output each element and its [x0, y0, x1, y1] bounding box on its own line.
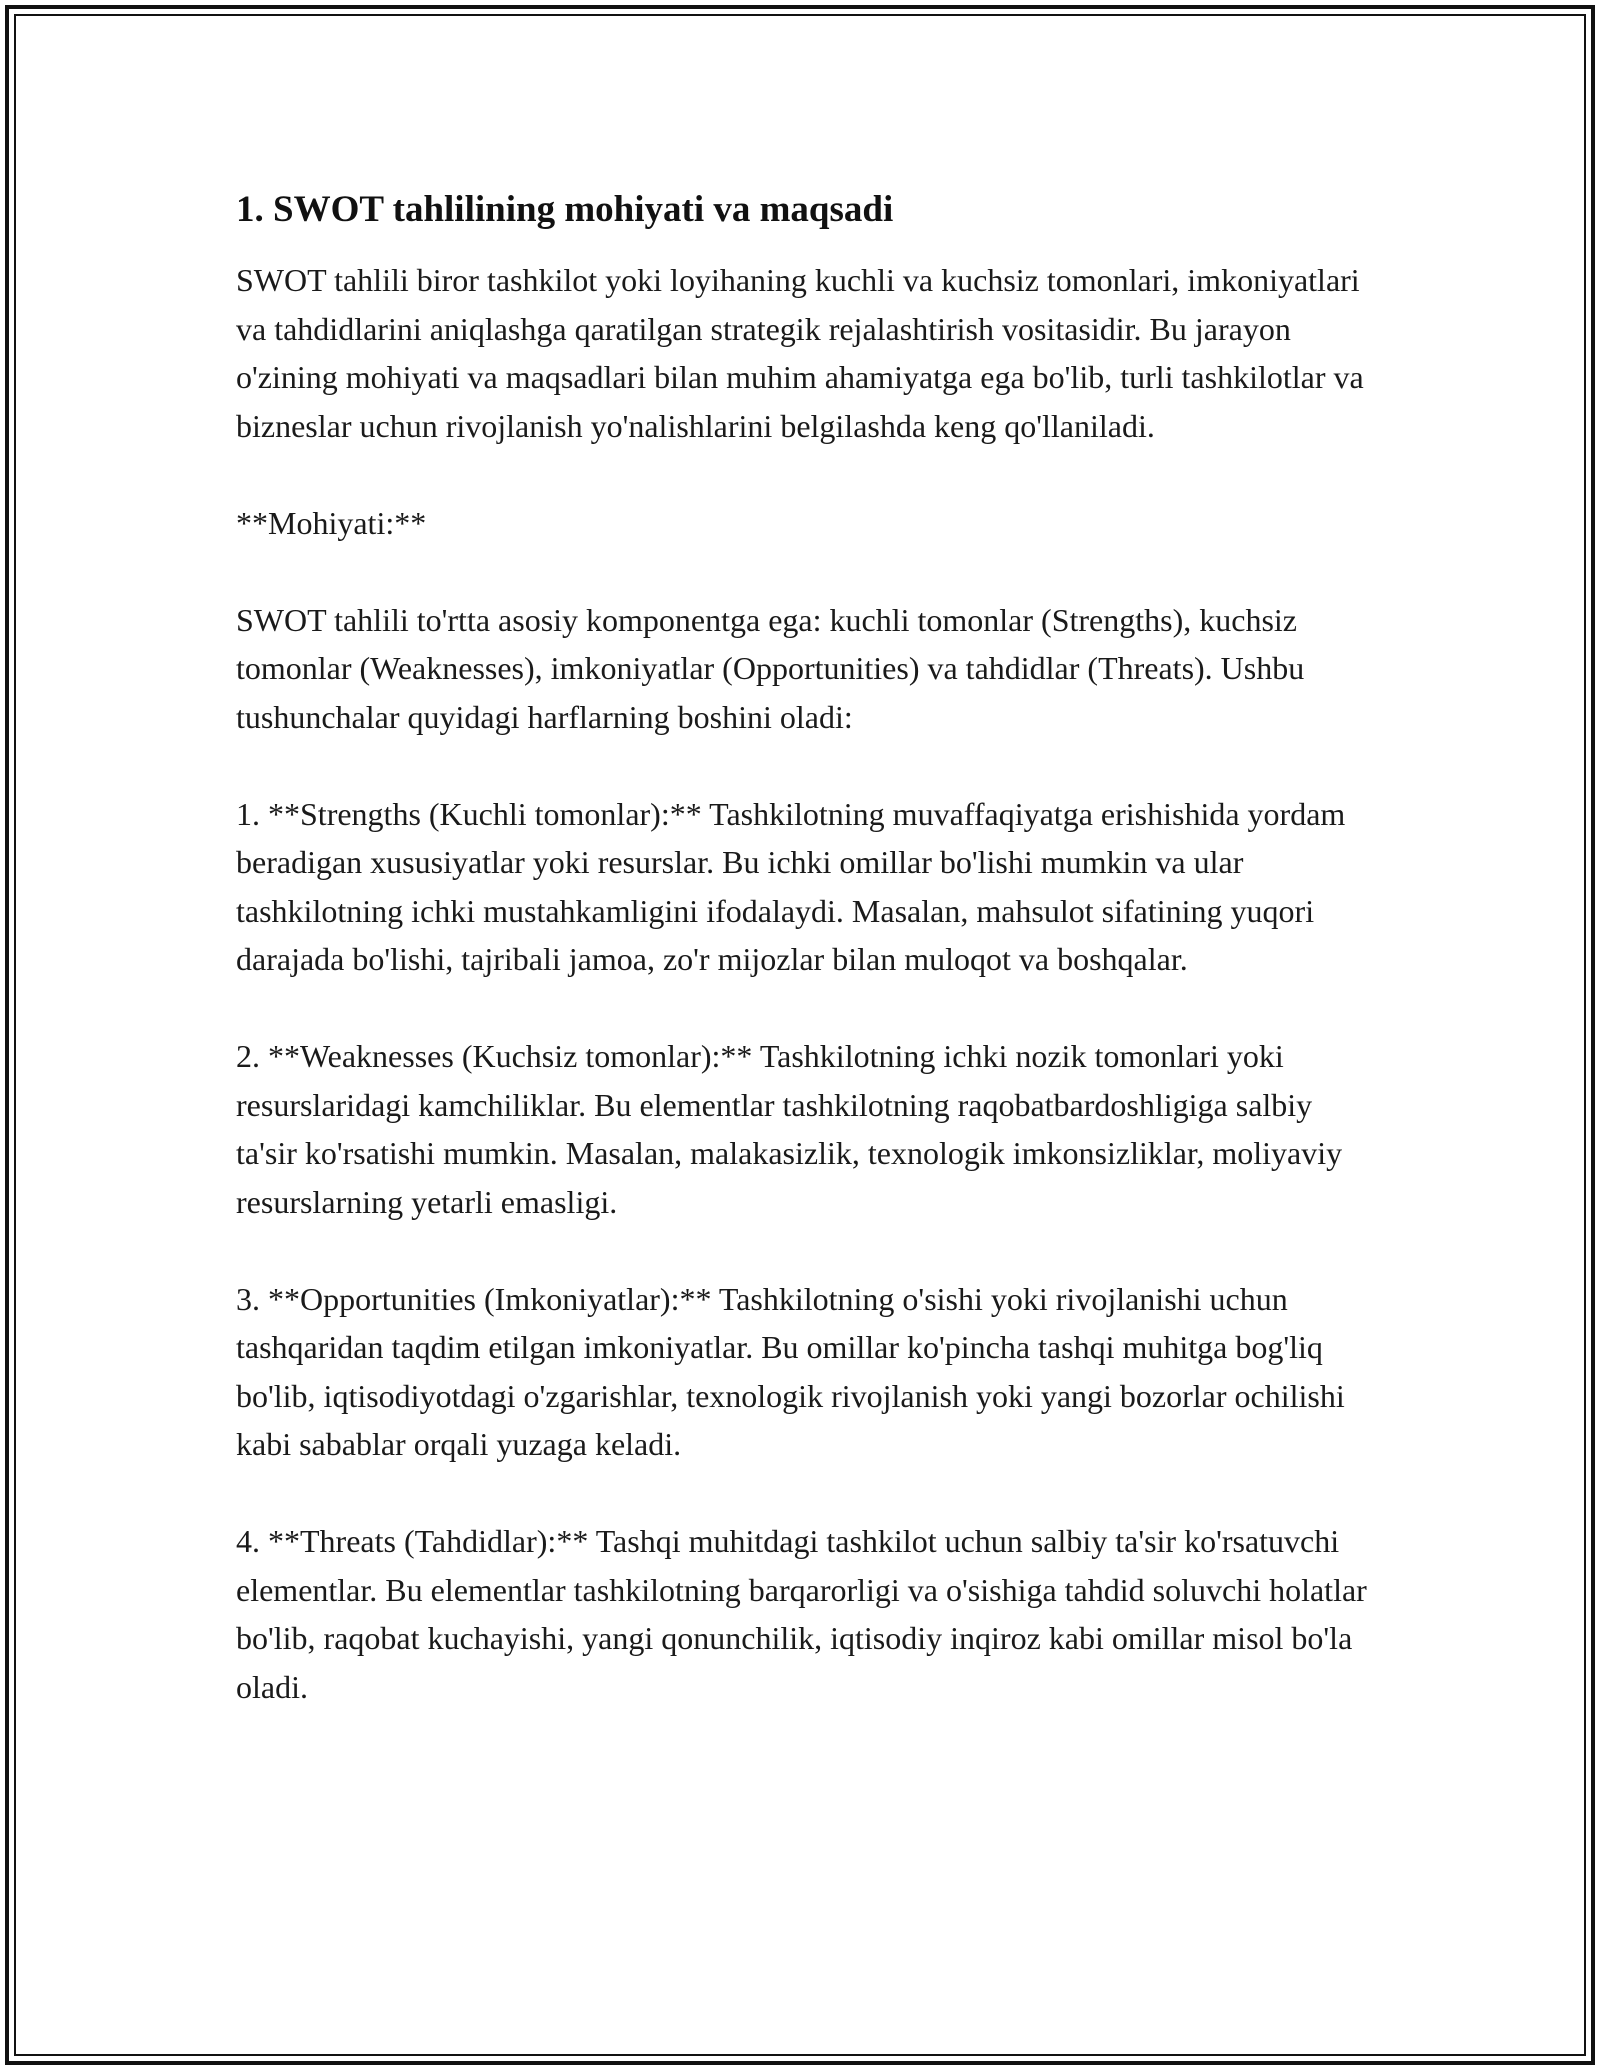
paragraph-opportunities: 3. **Opportunities (Imkoniyatlar):** Tashkilotning o'sishi yoki rivojlanishi uchun tashqaridan taqdim etilgan imkoniyatlar. Bu omillar ko'pincha tashqi muhitga bog'liq bo'lib, iqtisodiyotdagi o'zgarishlar, texnologik rivojlanish yoki yangi bozorlar ochilishi kabi sabablar orqali yuzaga keladi.: [236, 1280, 1345, 1462]
document-body: [236, 186, 1376, 1760]
paragraph-intro: SWOT tahlili biror tashkilot yoki loyihaning kuchli va kuchsiz tomonlari, imkoniyatlari va tahdidlarini aniqlashga qaratilgan strategik rejalashtirish vositasidir. Bu jarayon o'zining mohiyati va maqsadlari bilan muhim ahamiyatga ega bo'lib, turli tashkilotlar va bizneslar uchun rivojlanish yo'nalishlarini belgilashda keng qo'llaniladi.: [236, 262, 1364, 444]
paragraph-threats: 4. **Threats (Tahdidlar):** Tashqi muhitdagi tashkilot uchun salbiy ta'sir ko'rsatuvchi elementlar. Bu elementlar tashkilotning barqarorligi va o'sishiga tahdid soluvchi holatlar bo'lib, raqobat kuchayishi, yangi qonunchilik, iqtisodiy inqiroz kabi omillar misol bo'la oladi.: [236, 1523, 1367, 1705]
paragraph-components: SWOT tahlili to'rtta asosiy komponentga ega: kuchli tomonlar (Strengths), kuchsiz tomonlar (Weaknesses), imkoniyatlar (Opportunities) va tahdidlar (Threats). Ushbu tushunchalar quyidagi harflarning boshini oladi:: [236, 601, 1305, 735]
document-title: 1. SWOT tahlilining mohiyati va maqsadi: [236, 189, 894, 230]
paragraph-weaknesses: 2. **Weaknesses (Kuchsiz tomonlar):** Tashkilotning ichki nozik tomonlari yoki resurslaridagi kamchiliklar. Bu elementlar tashkilotning raqobatbardoshligiga salbiy ta'sir ko'rsatishi mumkin. Masalan, malakasizlik, texnologik imkonsizliklar, moliyaviy resurslarning yetarli emasligi.: [236, 1038, 1343, 1220]
paragraph-strengths: 1. **Strengths (Kuchli tomonlar):** Tashkilotning muvaffaqiyatga erishishida yordam beradigan xususiyatlar yoki resurslar. Bu ichki omillar bo'lishi mumkin va ular tashkilotning ichki mustahkamligini ifodalaydi. Masalan, mahsulot sifatining yuqori darajada bo'lishi, tajribali jamoa, zo'r mijozlar bilan muloqot va boshqalar.: [236, 795, 1346, 977]
paragraph-mohiyati-heading: **Mohiyati:**: [236, 504, 427, 541]
